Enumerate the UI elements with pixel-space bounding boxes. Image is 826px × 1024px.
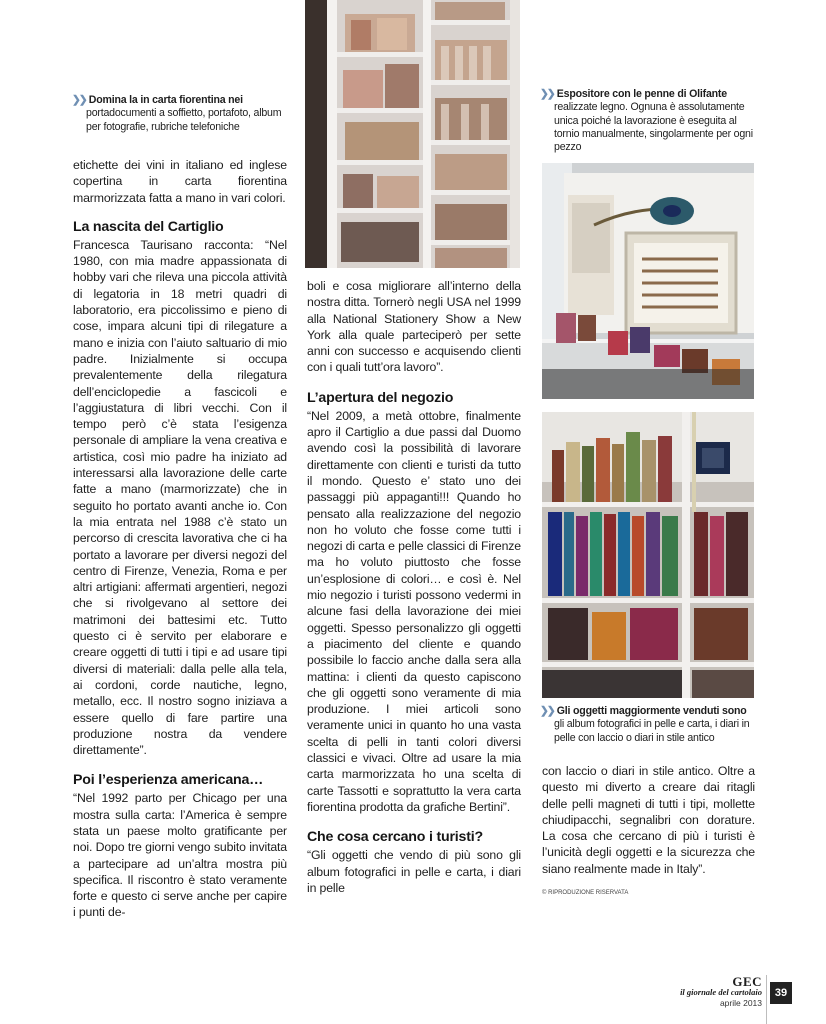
caption-oggetti bbox=[540, 705, 760, 745]
logo-title: GEC bbox=[732, 974, 762, 989]
heading-nascita: La nascita del Cartiglio bbox=[73, 218, 224, 235]
issue-date: aprile 2013 bbox=[719, 998, 762, 1008]
paragraph-esperienza: “Nel 1992 parto per Chicago per una mostra sulla carta: l’America è sempre stata un paese molto gratificante per noi. Dopo tre giorni vengo subito invitata a partecipare ad un’altra mostra più specifica. Il riscontro è stato veramente forte e questo ci serve anche per capire i punti de- bbox=[73, 791, 287, 920]
column-1 bbox=[73, 157, 287, 921]
photo-album-shelves bbox=[542, 412, 754, 698]
caption-domina bbox=[72, 94, 292, 134]
column-2 bbox=[307, 278, 521, 896]
page-number: 39 bbox=[770, 982, 792, 1004]
caption-espositore bbox=[540, 88, 760, 154]
copyright-note: © RIPRODUZIONE RISERVATA bbox=[542, 890, 629, 897]
intro-paragraph: etichette dei vini in italiano ed inglese copertina in carta fiorentina marmorizzata fatta a mano in vari colori. bbox=[73, 158, 287, 205]
caption-title: Domina la in carta fiorentina nei bbox=[88, 94, 243, 106]
caption-body: gli album fotografici in pelle e carta, i diari in pelle con laccio o diari in stile antico bbox=[554, 718, 750, 744]
logo-subtitle: il giornale del cartolaio bbox=[680, 987, 762, 997]
caption-title: Espositore con le penne di Olifante bbox=[556, 88, 727, 100]
caption-title: Gli oggetti maggiormente venduti sono bbox=[556, 705, 747, 717]
heading-esperienza: Poi l’esperienza americana… bbox=[73, 772, 264, 789]
chevron-icon: ❯❯ bbox=[72, 94, 86, 106]
photo-pen-display bbox=[542, 163, 754, 399]
heading-turisti: Che cosa cercano i turisti? bbox=[307, 829, 483, 846]
paragraph-laccio: con laccio o diari in stile antico. Oltre a questo mi diverto a creare dai ritagli delle pelli magneti di tutti i tipi, mollette chiudipacchi, segnalibri con dorature. La cosa che cercano di più i turisti è l’unicità degli oggetti e la sicurezza che siano realmente made in Italy”. bbox=[542, 764, 755, 876]
column-3 bbox=[542, 763, 755, 897]
chevron-icon: ❯❯ bbox=[540, 88, 554, 100]
footer-divider bbox=[766, 975, 767, 1024]
chevron-icon: ❯❯ bbox=[540, 705, 554, 717]
caption-body: realizzate legno. Ognuna è assolutamente unica poiché la lavorazione è eseguita al tornio manualmente, singolarmente per ogni pezzo bbox=[554, 101, 753, 154]
paragraph-turisti: “Gli oggetti che vendo di più sono gli album fotografici in pelle e carta, i diari in pelle bbox=[307, 848, 521, 895]
caption-body: portadocumenti a soffietto, portafoto, album per fotografie, rubriche telefoniche bbox=[86, 107, 282, 133]
photo-shop-shelves bbox=[305, 0, 520, 268]
paragraph-usa: boli e cosa migliorare all’interno della nostra ditta. Tornerò negli USA nel 1999 alla National Stationery Show a New York alla quale parteciperò per sette anni con successo e acquisendo clienti con i quali tutt’ora lavoro”. bbox=[307, 279, 521, 375]
heading-apertura: L’apertura del negozio bbox=[307, 389, 454, 406]
paragraph-apertura: “Nel 2009, a metà ottobre, finalmente apro il Cartiglio a due passi dal Duomo avendo così la possibilità di lavorare direttamente con clienti e turisti da tutto il mondo. Questo e’ stato uno dei passaggi più appaganti!!! Quando ho pensato alla realizzazione del negozio non ho voluto che fosse come tutti i negozi di carta e pelle classici di Firenze ma ho voluto piuttosto che fosse un’esplosione di colori… e così è. Nel mio negozio i turisti possono vedermi in alcune fasi della lavorazione dei miei oggetti. Spesso personalizzo gli oggetti a piacimento del cliente e quando possibile lo faccio anche dalla sera alla mattina: i clienti da questo capiscono che gli oggetti sono veramente di mia produzione. I miei articoli sono veramente unici in quanto ho una vasta scelta di pelli in tanti colori diversi classici e vivaci. Oltre ad usare la mia carta marmorizzata ho una scelta di carte Tassotti e soprattutto la vera carta fiorentina prodotta da grafiche Bertini”. bbox=[307, 408, 521, 814]
magazine-logo bbox=[650, 976, 762, 1009]
paragraph-nascita: Francesca Taurisano racconta: “Nel 1980, con mia madre appassionata di hobby vari che rileva una piccola attività di legatoria in 18 metri quadri di laboratorio, era piccolissimo e pieno di cose, impara alcuni tipi di rilegature a mano e inizia con l’aiuto saltuario di mio padre. Inizialmente si occupa prevalentemente della rilegatura dell’enciclopedie a fascicoli e l’aggiustatura di libri vecchi. Con il tempo però c’è stata l’esigenza personale di ampliare la vena creativa e artistica, così mio padre ha iniziato ad interessarsi alla lavorazione delle carte fatte a mano (marmorizzate) che in seguito ho portato avanti anche io. Con la mia entrata nel 1988 c’è stato un percorso di crescita lavorativa che ci ha portato a lavorare per diversi negozi del centro di Firenze, Venezia, Roma e per altri artigiani: affermati argentieri, negozi che si rivolgevano al settore dei matrimoni dei battesimi etc. Tutto questo ci è servito per elaborare e creare oggetti di tutti i tipi e ad usare tipi diversi di materiali: dalla pelle alla tela, ai cordoni, corde nautiche, legno, metallo, ecc. Il nostro sogno iniziava a essere quello di fare partire una produzione nostra da vendere direttamente”. bbox=[73, 237, 287, 758]
